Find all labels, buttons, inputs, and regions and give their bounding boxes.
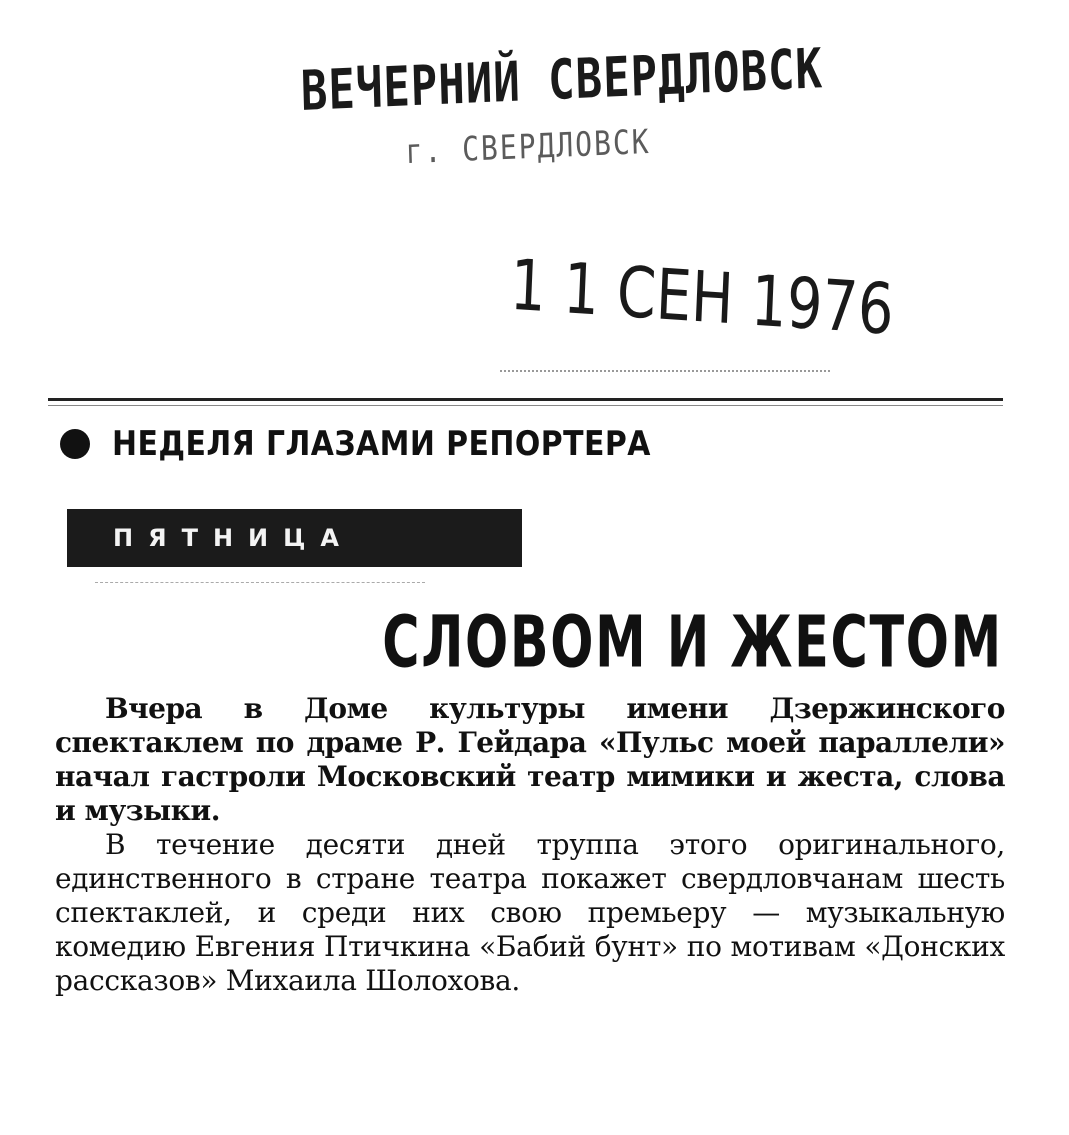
rubric-title: НЕДЕЛЯ ГЛАЗАМИ РЕПОРТЕРА — [112, 424, 651, 464]
day-label: ПЯТНИЦА — [113, 524, 354, 552]
article-body — [55, 692, 1005, 998]
stamp-newspaper-title: ВЕЧЕРНИЙ СВЕРДЛОВСК — [300, 37, 824, 124]
article-paragraph: В течение десяти дней труппа этого оригинального, единственного в стране театра покажет свердловчанам шесть спектаклей, и среди них свою премьеру — музыкальную комедию Евгения Птичкина «Бабий бунт» по мотивам «Донских рассказов» Михаила Шолохова. — [55, 828, 1005, 997]
banner-dotted-line — [95, 582, 425, 583]
article-lead: Вчера в Доме культуры имени Дзержинского спектаклем по драме Р. Гейдара «Пульс моей параллели» начал гастроли Московский театр мимики и жеста, слова и музыки. — [55, 692, 1005, 827]
stamp-dotted-line — [500, 370, 830, 372]
day-banner — [67, 509, 522, 567]
stamp-city: г. СВЕРДЛОВСК — [405, 121, 652, 172]
rubric — [60, 424, 724, 464]
top-rule-thin — [48, 405, 1003, 406]
top-rule — [48, 398, 1003, 401]
stamp-date: 1 1 СЕН 1976 — [508, 245, 896, 352]
bullet-icon — [60, 429, 90, 459]
article-headline: СЛОВОМ И ЖЕСТОМ — [382, 600, 1003, 684]
newspaper-stamp — [250, 37, 896, 390]
